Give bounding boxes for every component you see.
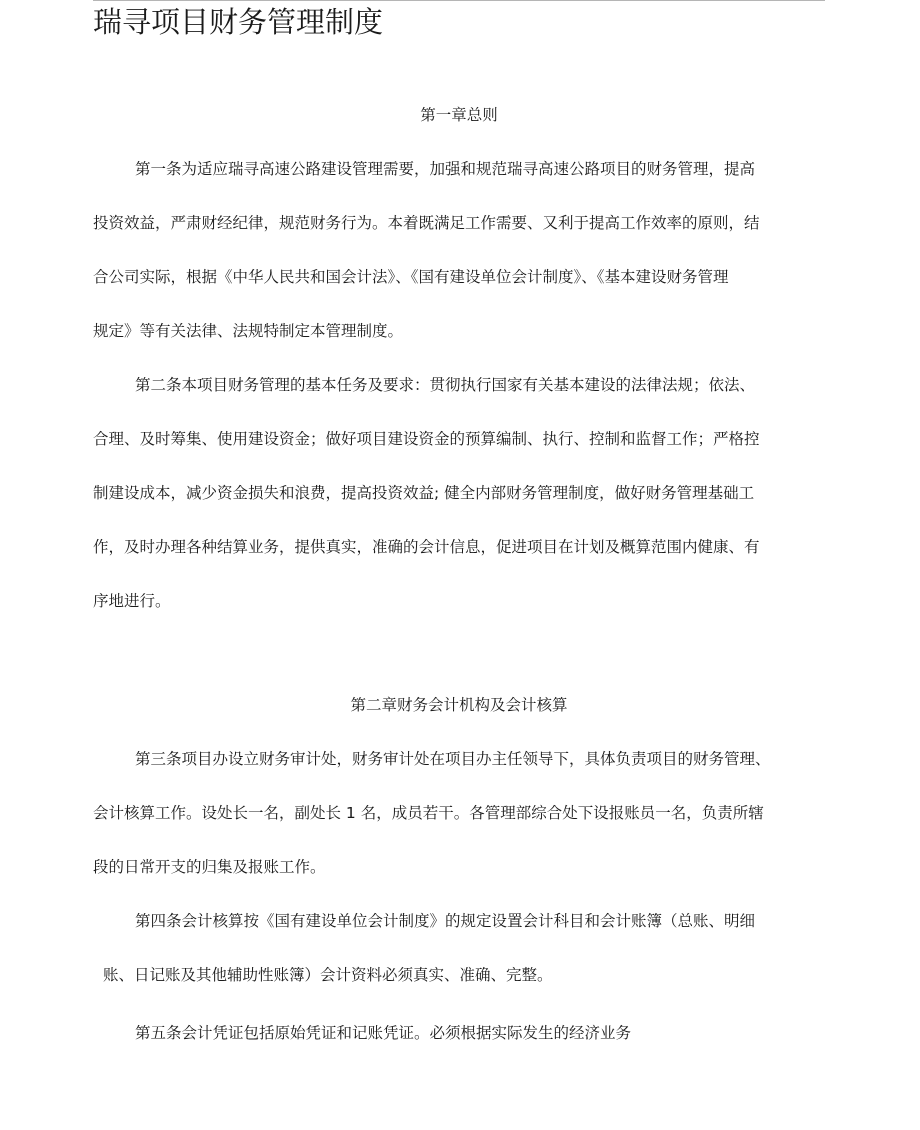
paragraph-line: 账、日记账及其他辅助性账簿）会计资料必须真实、准确、完整。 [103,966,553,984]
paragraph-line: 合理、及时筹集、使用建设资金；做好项目建设资金的预算编制、执行、控制和监督工作；严格控 [93,430,760,448]
paragraph-line: 会计核算工作。设处长一名，副处长 1 名，成员若干。各管理部综合处下设报账员一名，负责所辖 [93,804,764,822]
paragraph-line: 第三条项目办设立财务审计处，财务审计处在项目办主任领导下，具体负责项目的财务管理、 [135,750,771,768]
paragraph-line: 合公司实际，根据《中华人民共和国会计法》、《国有建设单位会计制度》、《基本建设财务管理 [93,268,729,286]
paragraph-line: 制建设成本，减少资金损失和浪费，提高投资效益; 健全内部财务管理制度，做好财务管理基础工 [93,484,755,502]
paragraph-line: 投资效益，严肃财经纪律，规范财务行为。本着既满足工作需要、又利于提高工作效率的原则，结 [93,214,760,232]
paragraph-line: 序地进行。 [93,592,171,610]
paragraph-line: 规定》等有关法律、法规特制定本管理制度。 [93,322,404,340]
document-title: 瑞寻项目财务管理制度 [93,5,384,39]
paragraph-line: 第二条本项目财务管理的基本任务及要求：贯彻执行国家有关基本建设的法律法规；依法、 [135,376,756,394]
chapter-heading: 第一章总则 [420,106,498,124]
paragraph-line: 第一条为适应瑞寻高速公路建设管理需要，加强和规范瑞寻高速公路项目的财务管理，提高 [135,160,756,178]
paragraph-line: 段的日常开支的归集及报账工作。 [93,858,326,876]
top-divider [93,0,825,1]
paragraph-line: 第五条会计凭证包括原始凭证和记账凭证。必须根据实际发生的经济业务 [135,1024,632,1042]
paragraph-line: 第四条会计核算按《国有建设单位会计制度》的规定设置会计科目和会计账簿（总账、明细 [135,912,756,930]
paragraph-line: 作，及时办理各种结算业务，提供真实，准确的会计信息，促进项目在计划及概算范围内健康、有 [93,538,760,556]
chapter-heading: 第二章财务会计机构及会计核算 [350,696,568,714]
